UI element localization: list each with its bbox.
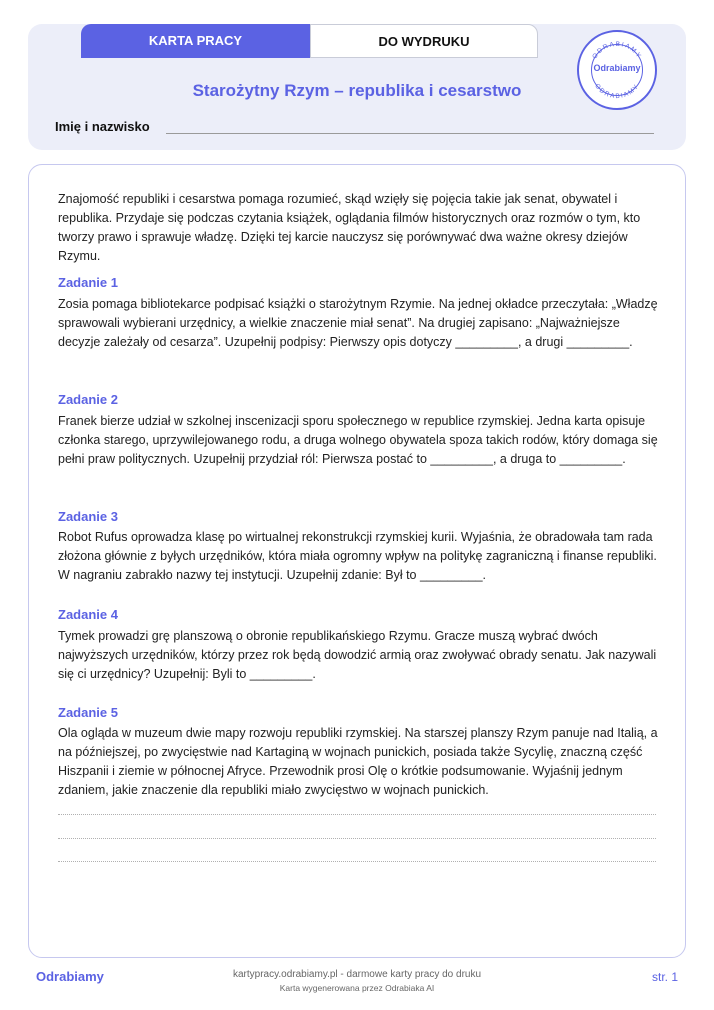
task-3-text: Robot Rufus oprowadza klasę po wirtualnej rekonstrukcji rzymskiej kurii. Wyjaśnia, że obradowała tam rada złożona głównie z byłych urzędników, która miała ogromny wpływ na politykę zagraniczną i finanse republiki. W nagraniu zabrakło nazwy tej instytucji. Uzupełnij zdanie: Był to _________.: [58, 530, 657, 582]
stamp-top-text: ODRABIAMY: [591, 40, 643, 61]
task-1-heading: Zadanie 1: [58, 275, 118, 290]
footer-site-text: kartypracy.odrabiamy.pl - darmowe karty pracy do druku: [232, 969, 482, 980]
task-4-heading: Zadanie 4: [58, 607, 118, 622]
tab-karta-pracy[interactable]: KARTA PRACY: [81, 24, 310, 58]
task-1-text: Zosia pomaga bibliotekarce podpisać książki o starożytnym Rzymie. Na jednej okładce przeczytała: „Władzę sprawowali wybierani urzędnicy, a wielkie znaczenie miał senat”. Na drugiej zapisano: „Najważniejsze decyzje zależały od cesarza”. Uzupełnij podpisy: Pierwszy opis dotyczy _________, a drugi _________.: [58, 297, 658, 349]
task-2-text: Franek bierze udział w szkolnej inscenizacji sporu społecznego w republice rzymskiej. Jedna karta opisuje członka starego, uprzywilejowanego rodu, a druga wolnego obywatela spoza takich rodów, który domaga się pełni praw politycznych. Uzupełnij przydział ról: Pierwsza postać to _________, a druga to _________.: [58, 414, 658, 466]
name-input-line[interactable]: [166, 133, 654, 134]
answer-line-2[interactable]: [58, 838, 656, 839]
name-label: Imię i nazwisko: [55, 119, 150, 134]
stamp-center-text: Odrabiamy: [593, 63, 641, 73]
tab-do-wydruku[interactable]: DO WYDRUKU: [310, 24, 538, 58]
task-3-heading: Zadanie 3: [58, 509, 118, 524]
intro-paragraph: Znajomość republiki i cesarstwa pomaga rozumieć, skąd wzięły się pojęcia takie jak senat, obywatel i republika. Przydaje się podczas czytania książek, oglądania filmów historycznych oraz rozmów o tym, kto tworzy prawo i sprawuje władzę. Dzięki tej karcie nauczysz się porównywać dwa ważne okresy dziejów Rzymu.: [58, 192, 641, 263]
answer-line-3[interactable]: [58, 861, 656, 862]
footer-brand: Odrabiamy: [36, 969, 104, 984]
stamp-bottom-text: ODRABIAMY: [593, 82, 641, 101]
task-4-text: Tymek prowadzi grę planszową o obronie republikańskiego Rzymu. Gracze muszą wybrać dwóch najwyższych urzędników, którzy przez rok będą dowodzić armią oraz zwoływać obrady senatu. Jak nazywali się ci urzędnicy? Uzupełnij: Byli to _________.: [58, 629, 657, 681]
page-number: str. 1: [651, 970, 678, 984]
page-title: Starożytny Rzym – republika i cesarstwo: [192, 81, 522, 100]
footer-generated-text: Karta wygenerowana przez Odrabiaka AI: [279, 983, 435, 993]
task-2-heading: Zadanie 2: [58, 392, 118, 407]
task-5-text: Ola ogląda w muzeum dwie mapy rozwoju republiki rzymskiej. Na starszej planszy Rzym panuje nad Italią, a na późniejszej, po zwycięstwie nad Kartaginą w wojnach punickich, posiada także Sycylię, znaczną część Hiszpanii i ziemie w północnej Afryce. Przewodnik prosi Olę o krótkie podsumowanie. Wyjaśnij jednym zdaniem, jakie znaczenie dla republiki miało zwycięstwo w wojnach punickich.: [58, 726, 658, 797]
answer-line-1[interactable]: [58, 814, 656, 815]
task-5-heading: Zadanie 5: [58, 705, 118, 720]
odrabiamy-stamp-logo: [577, 30, 657, 110]
